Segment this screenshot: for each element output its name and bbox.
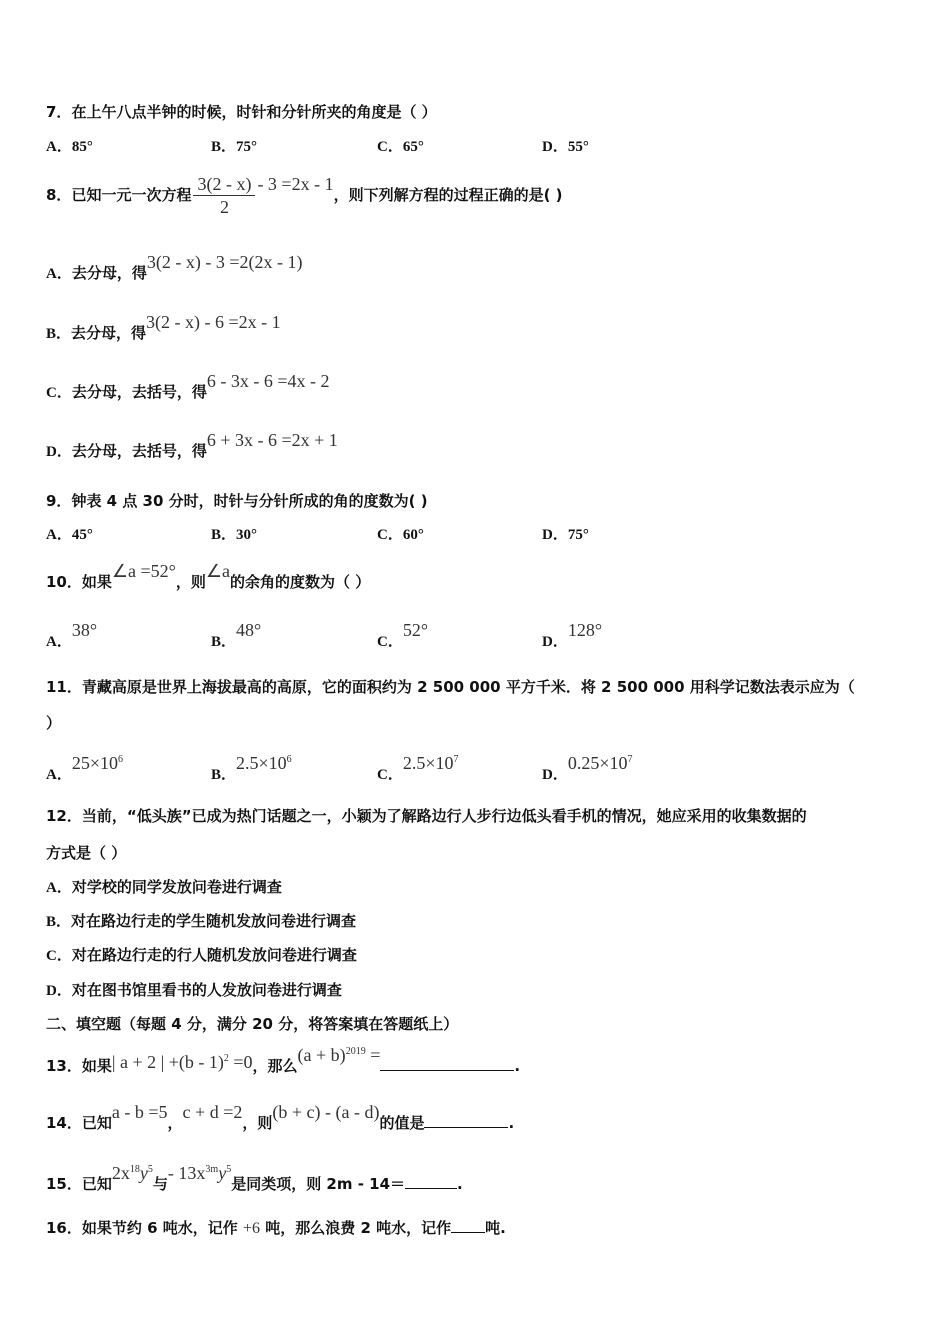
option-label: B． [46,326,72,342]
option-c [377,620,429,652]
question-text: 吨. [485,1219,506,1237]
option-text: 对在图书馆里看书的人发放问卷进行调查 [71,981,342,999]
option-label: C． [377,767,403,783]
exponent: 2019 [345,1046,366,1057]
question-text: 与 [152,1175,168,1193]
exponent: 2 [223,1053,229,1064]
expression: (b + c) - (a - d) [272,1102,380,1122]
option-text: 对学校的同学发放问卷进行调查 [71,878,282,896]
question-7 [46,102,437,122]
option-value: 75° [567,527,589,543]
question-text: 的余角的度数为（ ） [230,573,371,591]
equation-part: | a + 2 | +(b - 1) [111,1052,224,1072]
option-math: 3(2 - x) - 3 =2(2x - 1) [146,252,303,272]
angle-expression: ∠a =52° [111,561,176,581]
period: . [508,1114,515,1132]
question-text: 当前，“低头族”已成为热门话题之一，小颖为了解路边行人步行边低头看手机的情况，她应采用的收集数据的 [81,807,807,825]
option-label: C． [46,385,72,401]
fraction-denominator: 2 [219,197,229,217]
option-label: D． [542,767,568,783]
option-d [46,430,338,462]
option-label: D． [542,634,568,650]
option-c [46,371,330,403]
question-number: 10． [46,573,82,591]
option-label: D． [542,139,568,155]
section-title: 二、填空题（每题 4 分，满分 20 分，将答案填在答题纸上） [46,1015,459,1033]
option-exponent: 7 [453,754,459,765]
option-math: 6 + 3x - 6 =2x + 1 [206,430,338,450]
option-a [46,252,303,284]
question-number: 9． [46,492,72,510]
option-label: C． [377,634,403,650]
option-value: 52° [402,620,429,640]
question-text: 如果 [81,573,112,591]
question-10 [46,561,371,592]
option-label: C． [377,527,403,543]
option-base: 2.5×10 [236,753,287,773]
question-12 [46,806,807,826]
monomial-part: 2x [111,1163,130,1183]
option-value: 75° [236,139,258,155]
option-exponent: 6 [286,754,292,765]
option-text: 去分母，得 [71,264,147,282]
answer-blank[interactable] [451,1216,485,1233]
option-b [211,753,292,785]
option-text: 对在路边行走的行人随机发放问卷进行调查 [71,946,357,964]
question-text: ，则 [175,573,206,591]
exponent: 18 [129,1164,140,1175]
question-8 [46,170,563,219]
question-number: 11． [46,678,82,696]
option-label: A． [46,139,72,155]
monomial-2 [168,1163,231,1183]
period: . [514,1057,521,1075]
option-label: D． [46,444,72,460]
signed-number: +6 [242,1220,261,1237]
option-a [46,753,123,785]
option-label: A． [46,767,72,783]
option-math: 6 - 3x - 6 =4x - 2 [206,371,330,391]
option-a [46,524,93,545]
option-a [46,877,282,898]
option-b [211,620,262,652]
option-label: A． [46,266,72,282]
question-number: 14． [46,1114,82,1132]
option-exponent: 6 [118,754,123,765]
option-a [46,136,93,157]
question-text: 已知 [81,1175,112,1193]
option-value: 65° [402,139,424,155]
question-text: 如果 [81,1057,112,1075]
monomial-part: y [139,1163,148,1183]
option-value: 45° [71,527,93,543]
answer-blank[interactable] [424,1111,508,1128]
exponent: 5 [226,1164,232,1175]
option-a [46,620,98,652]
option-label: B． [211,767,237,783]
option-label: C． [46,948,72,964]
question-9 [46,491,428,511]
option-b [46,911,356,932]
option-text: 去分母，得 [71,324,147,342]
question-text: ，则 [242,1114,273,1132]
option-value: 30° [236,527,258,543]
question-text: 方式是（ ） [46,844,127,862]
equation: a - b =5 [111,1102,168,1122]
question-text: ，则下列解方程的过程正确的是( ) [333,186,563,204]
option-c [377,753,459,785]
option-b [211,136,257,157]
equation: - 3 =2x - 1 [257,174,334,194]
option-label: C． [377,139,403,155]
question-text: ， [167,1114,183,1132]
period: . [457,1175,463,1193]
monomial-part: y [218,1163,227,1183]
option-exponent: 7 [627,754,633,765]
option-value: 85° [71,139,93,155]
option-label: D． [542,527,568,543]
equation: c + d =2 [182,1102,243,1122]
option-label: B． [211,634,237,650]
question-13 [46,1045,521,1076]
option-label: A． [46,880,72,896]
answer-blank[interactable] [405,1172,457,1189]
question-11-cont [46,713,61,733]
option-d [542,620,603,652]
option-value: 60° [402,527,424,543]
expression-part: (a + b) [297,1045,346,1065]
monomial-1 [112,1163,153,1183]
option-b [46,312,281,344]
option-math: 3(2 - x) - 6 =2x - 1 [146,312,281,332]
question-number: 12． [46,807,82,825]
question-text: 是同类项，则 2m - 14＝ [231,1175,406,1193]
question-number: 7． [46,103,72,121]
option-c [377,136,424,157]
question-number: 8． [46,186,72,204]
option-label: D． [46,983,72,999]
question-12-cont [46,843,126,863]
option-text: 去分母，去括号，得 [71,442,207,460]
option-label: A． [46,634,72,650]
option-d [46,980,342,1001]
equation [112,1052,253,1072]
option-b [211,524,257,545]
option-label: B． [46,914,72,930]
expression [298,1045,381,1065]
option-label: B． [211,139,237,155]
angle-symbol: ∠a [205,561,231,581]
option-base: 2.5×10 [402,753,454,773]
option-d [542,524,589,545]
question-number: 15． [46,1175,82,1193]
option-text: 去分母，去括号，得 [71,383,207,401]
exponent: 5 [147,1164,153,1175]
question-15 [46,1163,463,1194]
question-text: 钟表 4 点 30 分时，时针与分针所成的角的度数为( ) [71,492,428,510]
option-c [46,945,357,966]
question-text: 已知 [81,1114,112,1132]
question-text: 青藏高原是世界上海拔最高的高原，它的面积约为 2 500 000 平方千米．将 2 500 000 用科学记数法表示应为（ [81,678,855,696]
option-label: B． [211,527,237,543]
question-number: 16． [46,1219,82,1237]
option-text: 对在路边行走的学生随机发放问卷进行调查 [71,912,357,930]
fraction [193,173,255,218]
question-11 [46,677,855,697]
exponent: 3m [205,1164,219,1175]
option-d [542,136,589,157]
question-text: 已知一元一次方程 [71,186,192,204]
question-text: 的值是 [379,1114,425,1132]
option-c [377,524,424,545]
question-text: ，那么 [252,1057,298,1075]
question-text: ） [46,714,62,732]
question-16 [46,1216,506,1239]
option-base: 25×10 [71,753,118,773]
option-label: A． [46,527,72,543]
expression-part: = [365,1045,381,1065]
option-base: 0.25×10 [567,753,628,773]
option-value: 38° [71,620,98,640]
option-value: 128° [567,620,603,640]
equation-part: =0 [228,1052,253,1072]
fraction-numerator: 3(2 - x) [193,173,255,196]
monomial-part: - 13x [167,1163,206,1183]
option-d [542,753,633,785]
question-14 [46,1102,515,1133]
question-number: 13． [46,1057,82,1075]
question-text: 吨，那么浪费 2 吨水，记作 [260,1219,452,1237]
answer-blank[interactable] [380,1054,514,1071]
question-text: 在上午八点半钟的时候，时针和分针所夹的角度是（ ） [71,103,437,121]
option-value: 55° [567,139,589,155]
option-value: 48° [236,620,262,640]
question-text: 如果节约 6 吨水，记作 [81,1219,243,1237]
